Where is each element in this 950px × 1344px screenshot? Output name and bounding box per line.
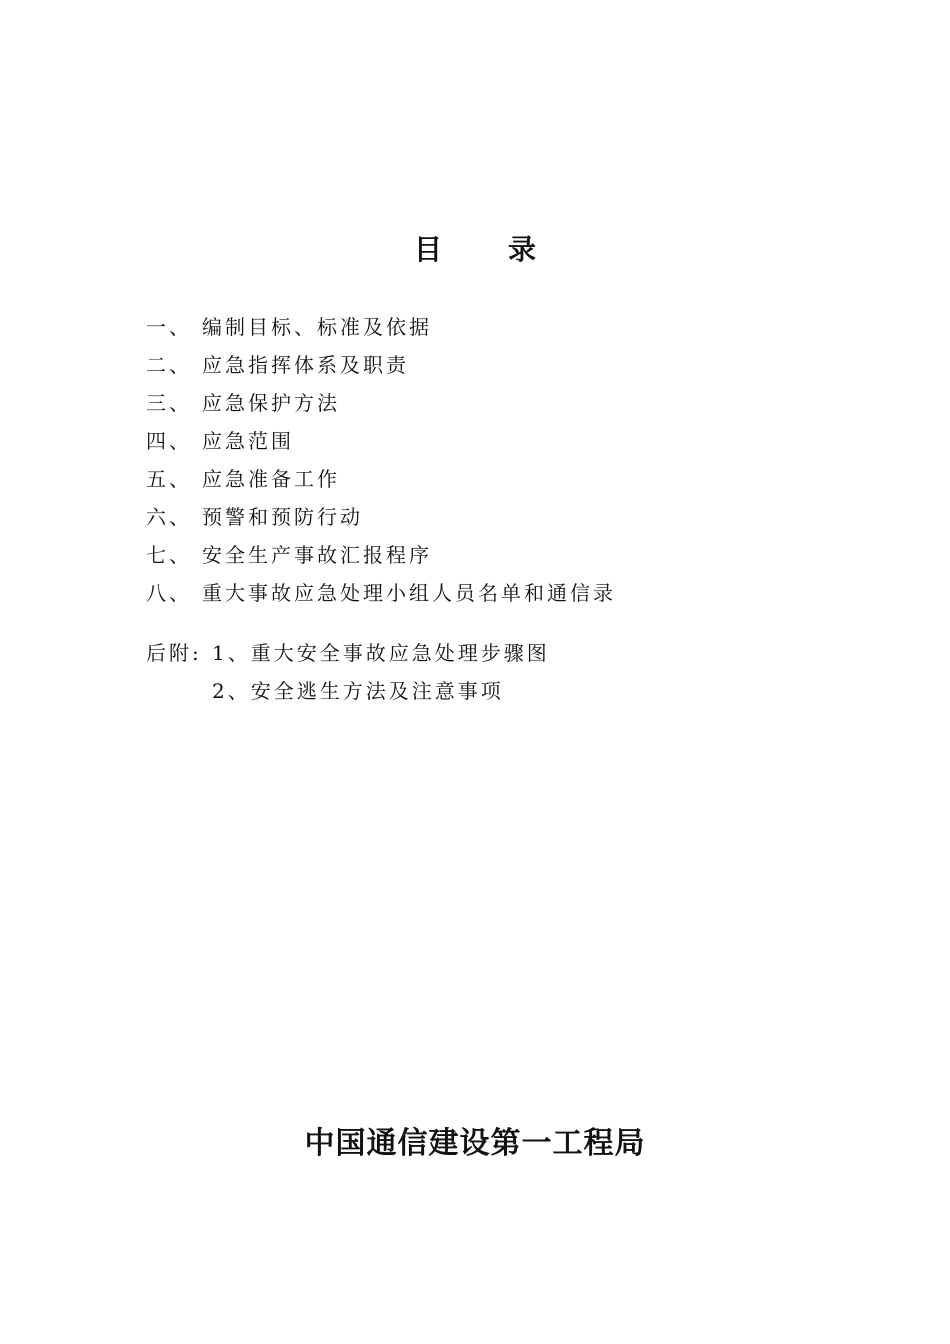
toc-item bbox=[146, 424, 616, 462]
title-char-1: 目 bbox=[413, 233, 442, 266]
toc-item-number: 七、 bbox=[146, 543, 192, 567]
toc-item-number: 三、 bbox=[146, 391, 192, 415]
appendix-row bbox=[146, 636, 550, 674]
toc-item-number: 二、 bbox=[146, 353, 192, 377]
toc-item-label: 安全生产事故汇报程序 bbox=[202, 543, 432, 567]
toc-item bbox=[146, 500, 616, 538]
organization-name: 中国通信建设第一工程局 bbox=[304, 1126, 646, 1161]
toc-item-label: 重大事故应急处理小组人员名单和通信录 bbox=[202, 581, 616, 605]
toc-item bbox=[146, 576, 616, 614]
toc-item-number: 一、 bbox=[146, 315, 192, 339]
toc-item-label: 应急保护方法 bbox=[202, 391, 340, 415]
toc-item bbox=[146, 348, 616, 386]
appendix-section bbox=[146, 636, 550, 712]
toc-item-label: 预警和预防行动 bbox=[202, 505, 363, 529]
toc-item bbox=[146, 386, 616, 424]
appendix-item: 2、安全逃生方法及注意事项 bbox=[212, 679, 504, 703]
appendix-row bbox=[146, 674, 550, 712]
page-title bbox=[0, 228, 950, 268]
toc-item-label: 应急范围 bbox=[202, 429, 294, 453]
toc-item-number: 六、 bbox=[146, 505, 192, 529]
toc-item-label: 应急指挥体系及职责 bbox=[202, 353, 409, 377]
toc-item-number: 八、 bbox=[146, 581, 192, 605]
table-of-contents bbox=[146, 310, 616, 614]
toc-item bbox=[146, 538, 616, 576]
toc-item-label: 编制目标、标准及依据 bbox=[202, 315, 432, 339]
toc-item bbox=[146, 462, 616, 500]
toc-item-label: 应急准备工作 bbox=[202, 467, 340, 491]
title-char-2: 录 bbox=[508, 233, 537, 266]
toc-item-number: 五、 bbox=[146, 467, 192, 491]
toc-item-number: 四、 bbox=[146, 429, 192, 453]
toc-item bbox=[146, 310, 616, 348]
appendix-item: 1、重大安全事故应急处理步骤图 bbox=[212, 641, 550, 665]
appendix-label: 后附: bbox=[146, 641, 202, 665]
